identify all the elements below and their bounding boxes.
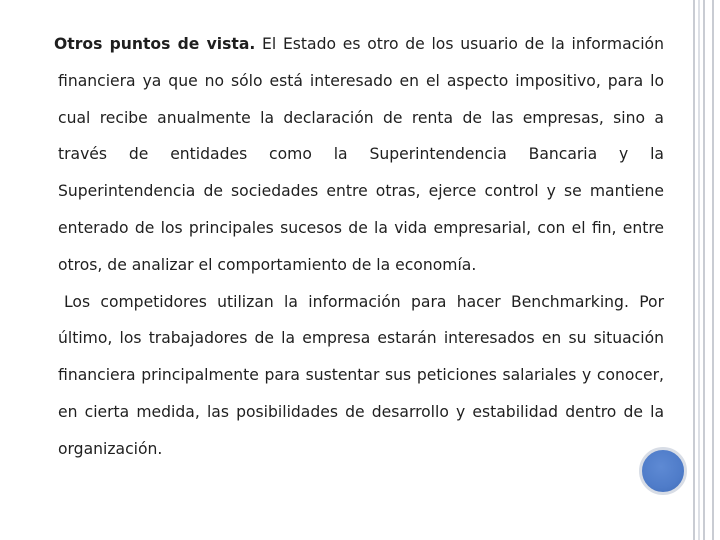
paragraph-competidores xyxy=(58,284,664,468)
blue-circle-decoration xyxy=(639,447,687,495)
right-frame-decoration xyxy=(693,0,705,540)
right-frame-line xyxy=(712,0,714,540)
paragraph-lead: Otros puntos de vista. xyxy=(54,35,256,53)
paragraph-text: Los competidores utilizan la información para hacer Benchmarking. Por último, los trabajadores de la empresa estarán interesados en su situación financiera principalmente para sustentar sus peticiones salariales y conocer, en cierta medida, las posibilidades de desarrollo y estabilidad dentro de la organización. xyxy=(58,292,664,458)
paragraph-otros-puntos xyxy=(54,26,664,284)
paragraph-text: El Estado es otro de los usuario de la información financiera ya que no sólo está interesado en el aspecto impositivo, para lo cual recibe anualmente la declaración de renta de las empresas, sino a través de entidades como la Superintendencia Bancaria y la Superintendencia de sociedades entre otras, ejerce control y se mantiene enterado de los principales sucesos de la vida empresarial, con el fin, entre otros, de analizar el comportamiento de la economía. xyxy=(58,35,664,274)
slide-body xyxy=(54,26,664,468)
